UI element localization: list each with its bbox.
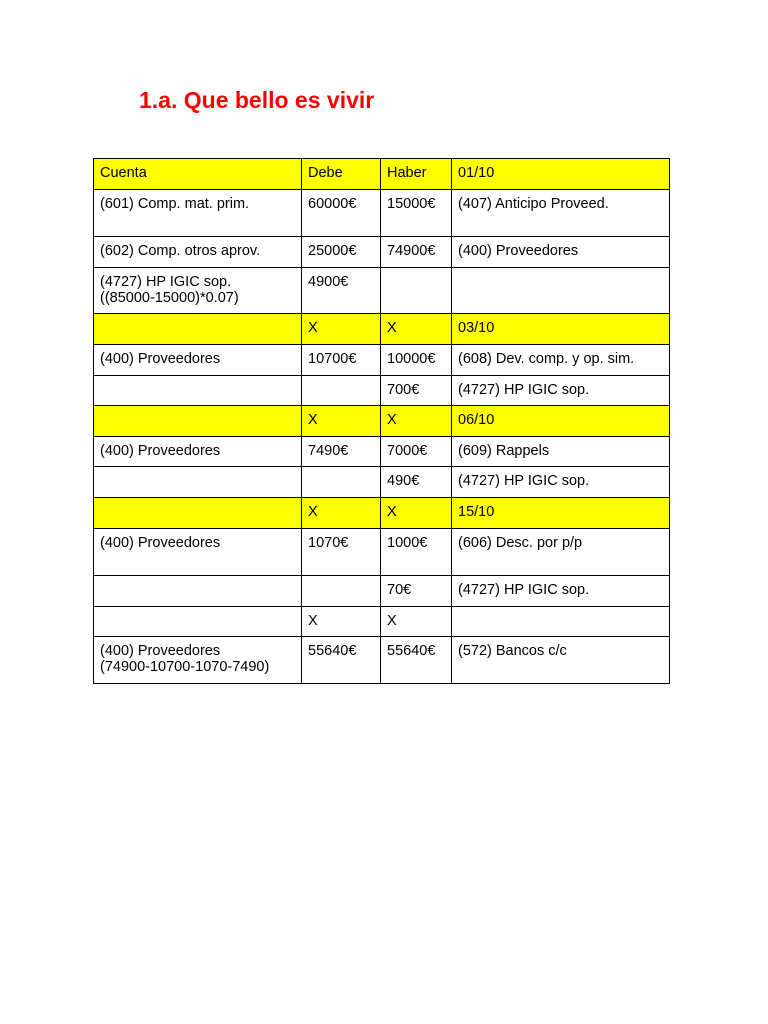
cell-debe [302,576,381,607]
cell-debe [302,376,381,406]
cell-debe: X [302,406,381,437]
header-haber: Haber [381,159,452,190]
cell-debe: X [302,607,381,637]
cell-haber: X [381,314,452,345]
cell-debe: 55640€ [302,637,381,684]
cell-haber: 10000€ [381,345,452,376]
cell-cuenta [94,637,302,684]
table-row [94,576,670,607]
cell-contra: (407) Anticipo Proveed. [452,190,670,237]
cell-contra: (400) Proveedores [452,237,670,268]
cell-contra: (4727) HP IGIC sop. [452,467,670,498]
cell-cuenta-line1: (400) Proveedores [100,535,221,551]
cell-haber: 70€ [381,576,452,607]
cell-cuenta-line1: (4727) HP IGIC sop. [100,274,232,290]
cell-debe [302,467,381,498]
cell-cuenta [94,607,302,637]
cell-haber: 1000€ [381,529,452,576]
cell-cuenta [94,576,302,607]
table-row [94,237,670,268]
cell-cuenta-line1: (601) Comp. mat. prim. [100,196,250,212]
cell-debe: 10700€ [302,345,381,376]
cell-contra: (4727) HP IGIC sop. [452,376,670,406]
cell-haber: X [381,498,452,529]
cell-contra: (4727) HP IGIC sop. [452,576,670,607]
table-row [94,376,670,406]
table-row-date [94,498,670,529]
cell-contra: (608) Dev. comp. y op. sim. [452,345,670,376]
table-row [94,607,670,637]
cell-debe: 7490€ [302,437,381,467]
cell-haber [381,268,452,314]
cell-contra: 06/10 [452,406,670,437]
cell-cuenta [94,268,302,314]
cell-debe: 25000€ [302,237,381,268]
cell-cuenta-line1: (400) Proveedores [100,351,221,367]
cell-cuenta-line2: ((85000-15000)*0.07) [100,290,239,306]
cell-cuenta [94,467,302,498]
table-row [94,437,670,467]
cell-cuenta-line2: (74900-10700-1070-7490) [100,659,270,675]
cell-haber: X [381,406,452,437]
cell-debe: X [302,314,381,345]
table-row [94,345,670,376]
cell-debe: 60000€ [302,190,381,237]
cell-haber: 700€ [381,376,452,406]
cell-haber: 74900€ [381,237,452,268]
cell-haber: 7000€ [381,437,452,467]
cell-haber: 55640€ [381,637,452,684]
table-row-date [94,406,670,437]
cell-cuenta [94,376,302,406]
cell-contra: (572) Bancos c/c [452,637,670,684]
cell-haber: 15000€ [381,190,452,237]
cell-cuenta [94,345,302,376]
table-row [94,637,670,684]
cell-contra: 03/10 [452,314,670,345]
table-row [94,268,670,314]
cell-cuenta [94,437,302,467]
cell-cuenta [94,237,302,268]
header-cuenta: Cuenta [94,159,302,190]
cell-contra: (609) Rappels [452,437,670,467]
cell-debe: 1070€ [302,529,381,576]
table-row [94,467,670,498]
page-title: 1.a. Que bello es vivir [139,87,375,113]
cell-cuenta [94,529,302,576]
cell-debe: X [302,498,381,529]
cell-contra [452,607,670,637]
cell-cuenta [94,314,302,345]
cell-contra: (606) Desc. por p/p [452,529,670,576]
cell-debe: 4900€ [302,268,381,314]
cell-cuenta [94,190,302,237]
table-row [94,190,670,237]
header-date: 01/10 [452,159,670,190]
cell-cuenta [94,406,302,437]
cell-cuenta-line1: (400) Proveedores [100,643,221,659]
table-header-row [94,159,670,190]
cell-cuenta [94,498,302,529]
table-row [94,529,670,576]
cell-haber: 490€ [381,467,452,498]
cell-cuenta-line1: (400) Proveedores [100,443,221,459]
journal-table [93,158,670,684]
cell-cuenta-line1: (602) Comp. otros aprov. [100,243,261,259]
table-row-date [94,314,670,345]
header-debe: Debe [302,159,381,190]
cell-haber: X [381,607,452,637]
cell-contra [452,268,670,314]
cell-contra: 15/10 [452,498,670,529]
